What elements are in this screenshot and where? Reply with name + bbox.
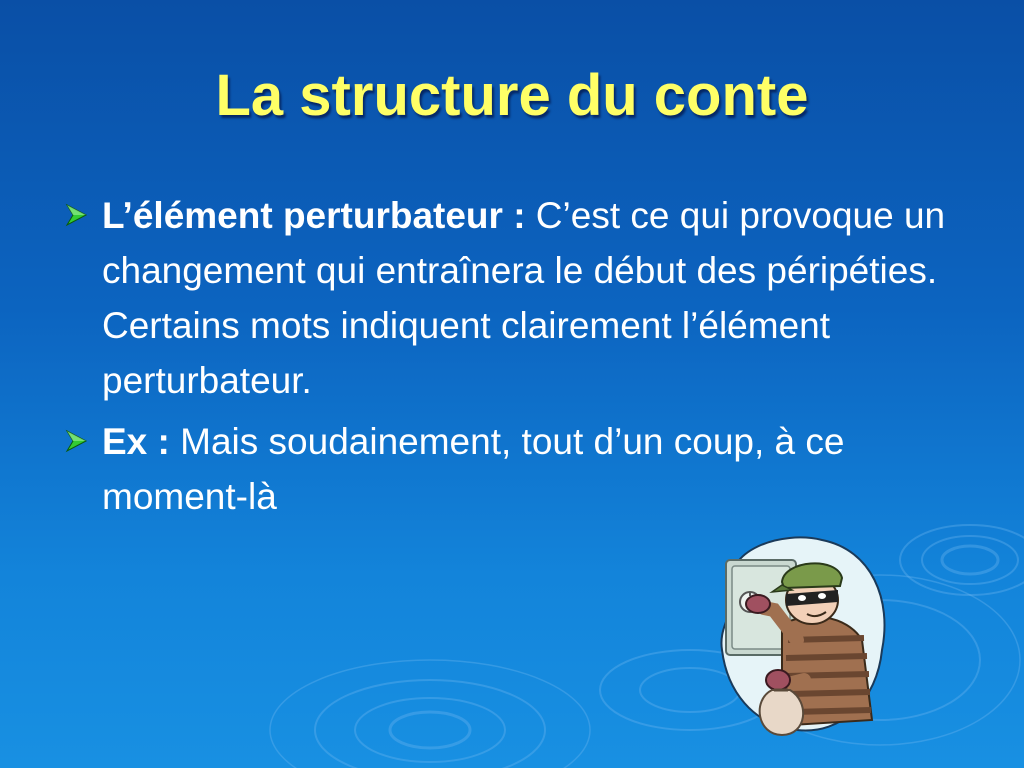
slide-title: La structure du conte (215, 63, 809, 128)
bullet-list (60, 188, 980, 530)
bullet-item-perturbateur (60, 188, 980, 408)
arrow-bullet-icon (64, 202, 90, 228)
bullet-lead: L’élément perturbateur : (102, 195, 526, 236)
arrow-bullet-icon (64, 428, 90, 454)
bullet-text: C’est ce qui provoque un changement qui entraînera le début des péripéties. Certains mots indiquent clairement l’élément perturbateur. (102, 195, 946, 401)
burglar-illustration (712, 530, 892, 740)
bullet-text: Mais soudainement, tout d’un coup, à ce moment-là (102, 421, 845, 517)
bullet-lead: Ex : (102, 421, 170, 462)
bullet-item-exemple (60, 414, 980, 524)
